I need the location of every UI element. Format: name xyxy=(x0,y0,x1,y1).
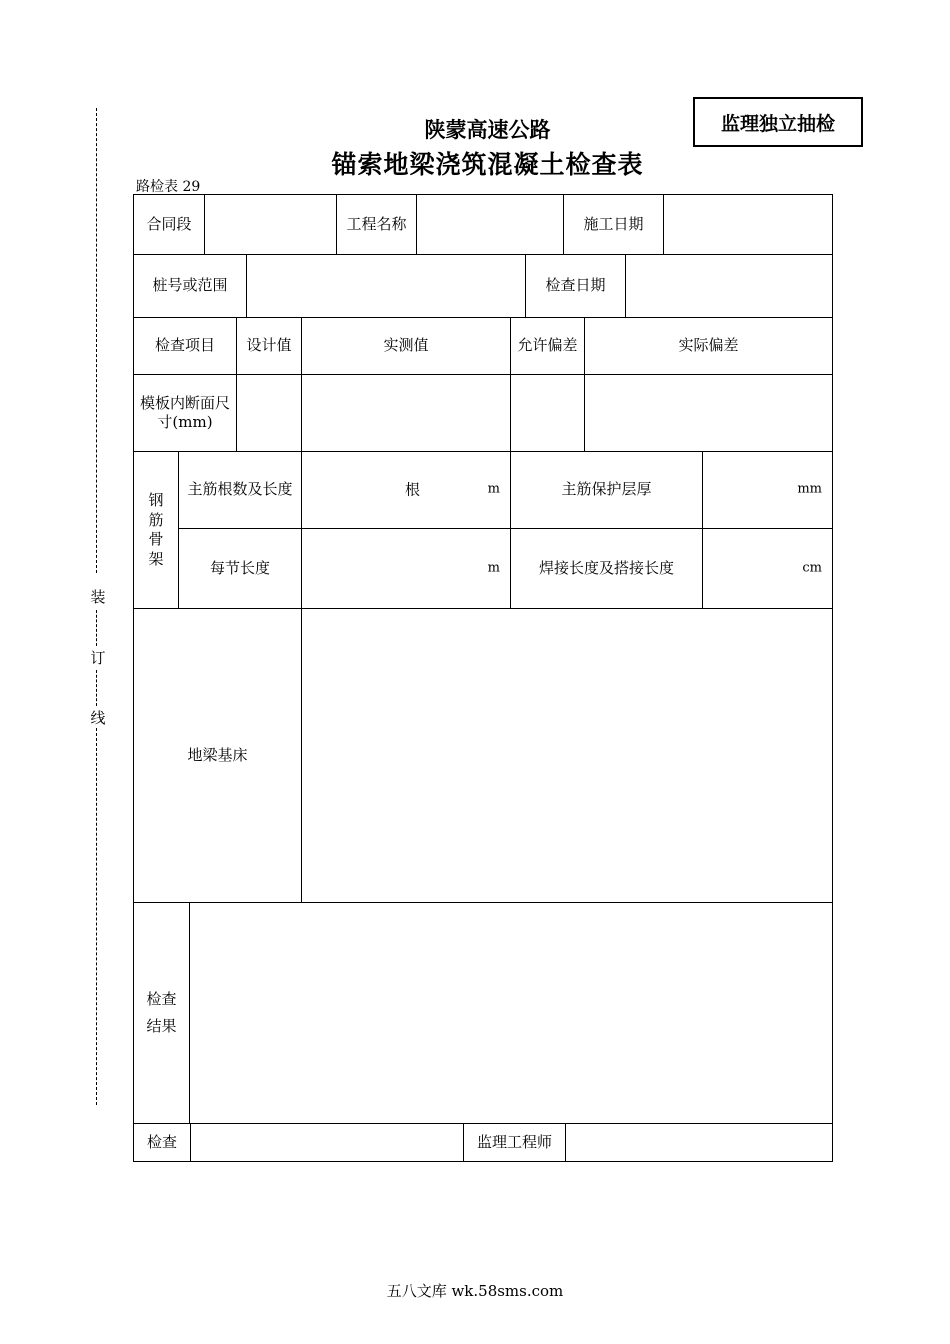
col-header-actual: 实际偏差 xyxy=(585,318,833,375)
construct-date-label: 施工日期 xyxy=(564,195,664,255)
binding-dashed-line-top xyxy=(96,108,97,573)
table-row-contract xyxy=(133,194,833,255)
main-count-unit-gen: 根 xyxy=(405,480,421,499)
main-count-unit-m: m xyxy=(487,481,500,497)
table-inspection-result xyxy=(133,902,833,1124)
binding-dashed-line-mid2 xyxy=(96,670,97,706)
table-inspection-items xyxy=(133,317,833,452)
template-allow-value[interactable] xyxy=(511,375,585,452)
main-count-value[interactable] xyxy=(302,452,511,529)
weld-length-label: 焊接长度及搭接长度 xyxy=(511,529,703,609)
result-label xyxy=(134,903,190,1124)
project-label: 工程名称 xyxy=(337,195,417,255)
result-label-line1: 检查 xyxy=(146,990,177,1008)
check-date-label: 检查日期 xyxy=(526,255,626,318)
base-label: 地梁基床 xyxy=(134,609,302,903)
weld-unit: cm xyxy=(802,560,822,576)
cover-unit: mm xyxy=(797,481,822,497)
segment-unit: m xyxy=(487,560,500,576)
construct-date-value[interactable] xyxy=(664,195,833,255)
template-measured-value[interactable] xyxy=(302,375,511,452)
supervision-stamp-box xyxy=(693,97,863,147)
col-header-measured: 实测值 xyxy=(302,318,511,375)
binding-char-zhuang: 装 xyxy=(90,588,106,606)
col-header-design: 设计值 xyxy=(237,318,302,375)
binding-dashed-line-mid xyxy=(96,610,97,646)
table-row-station xyxy=(133,254,833,318)
rebar-group-label: 钢筋骨架 xyxy=(134,452,179,609)
binding-char-ding: 订 xyxy=(90,649,106,667)
inspector-label: 检查 xyxy=(134,1124,191,1162)
station-value[interactable] xyxy=(247,255,526,318)
engineer-label: 监理工程师 xyxy=(464,1124,566,1162)
table-signatures xyxy=(133,1123,833,1162)
result-content[interactable] xyxy=(190,903,833,1124)
cover-value[interactable] xyxy=(703,452,833,529)
footer-watermark: 五八文库 wk.58sms.com xyxy=(386,1282,564,1300)
weld-length-value[interactable] xyxy=(703,529,833,609)
contract-label: 合同段 xyxy=(134,195,205,255)
title-line1: 陕蒙高速公路 xyxy=(424,118,551,142)
project-value[interactable] xyxy=(417,195,564,255)
title-line2: 锚索地梁浇筑混凝土检查表 xyxy=(331,150,644,179)
template-section-label: 模板内断面尺寸(mm) xyxy=(134,375,237,452)
col-header-item: 检查项目 xyxy=(134,318,237,375)
contract-value[interactable] xyxy=(205,195,337,255)
check-date-value[interactable] xyxy=(626,255,833,318)
form-number: 路检表 29 xyxy=(136,179,201,195)
template-design-value[interactable] xyxy=(237,375,302,452)
segment-length-label: 每节长度 xyxy=(179,529,302,609)
template-actual-value[interactable] xyxy=(585,375,833,452)
cover-label: 主筋保护层厚 xyxy=(511,452,703,529)
table-rebar-cage xyxy=(133,451,833,609)
binding-dashed-line-bottom xyxy=(96,728,97,1105)
result-label-line2: 结果 xyxy=(146,1017,177,1035)
base-content[interactable] xyxy=(302,609,833,903)
binding-char-xian: 线 xyxy=(90,709,106,727)
segment-length-value[interactable] xyxy=(302,529,511,609)
stamp-text: 监理独立抽检 xyxy=(720,112,835,135)
table-ground-beam-base xyxy=(133,608,833,903)
col-header-allow: 允许偏差 xyxy=(511,318,585,375)
main-count-label: 主筋根数及长度 xyxy=(179,452,302,529)
inspector-signature[interactable] xyxy=(191,1124,464,1162)
engineer-signature[interactable] xyxy=(566,1124,833,1162)
station-label: 桩号或范围 xyxy=(134,255,247,318)
